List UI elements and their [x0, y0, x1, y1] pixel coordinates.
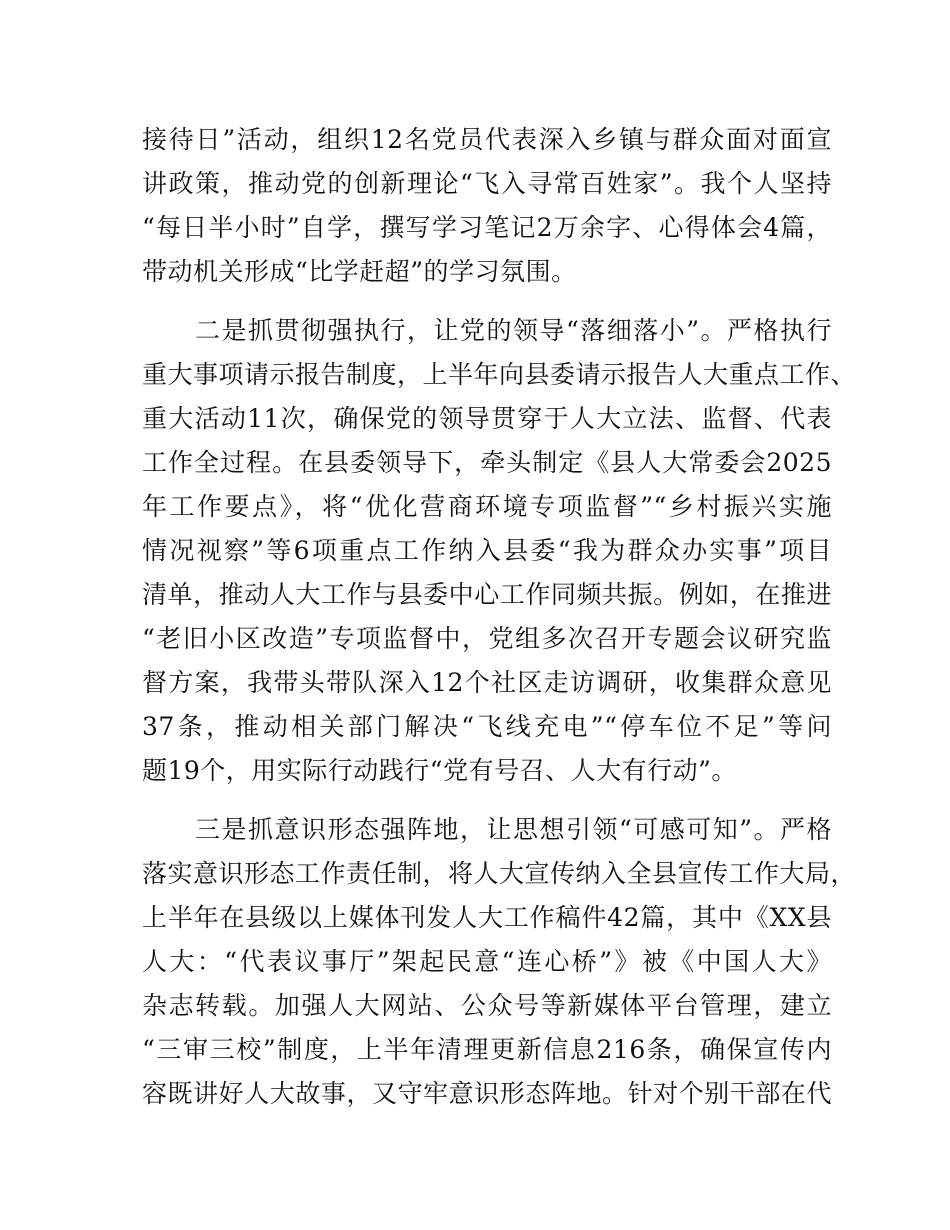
paragraph-3	[142, 808, 857, 1116]
text-line: 容既讲好人大故事，又守牢意识形态阵地。针对个别干部在代	[142, 1079, 832, 1108]
text-line: 讲政策，推动党的创新理论“飞入寻常百姓家”。我个人坚持	[142, 169, 832, 198]
text-line: 带动机关形成“比学赶超”的学习氛围。	[142, 257, 577, 286]
text-line: 情况视察”等6项重点工作纳入县委“我为群众办实事”项目	[142, 536, 832, 565]
text-line: 上半年在县级以上媒体刊发人大工作稿件42篇，其中《XX县	[142, 903, 832, 932]
text-line: 杂志转载。加强人大网站、公众号等新媒体平台管理，建立	[142, 991, 832, 1020]
text-line: 三是抓意识形态强阵地，让思想引领“可感可知”。严格	[142, 815, 832, 844]
paragraph-1	[142, 118, 832, 294]
text-line: 年工作要点》，将“优化营商环境专项监督”“乡村振兴实施	[142, 492, 832, 521]
text-line: 题19个，用实际行动践行“党有号召、人大有行动”。	[142, 756, 737, 785]
text-line: 37条，推动相关部门解决“飞线充电”“停车位不足”等问	[142, 712, 832, 741]
text-line: 督方案，我带头带队深入12个社区走访调研，收集群众意见	[142, 668, 832, 697]
text-line: “每日半小时”自学，撰写学习笔记2万余字、心得体会4篇，	[142, 213, 832, 242]
text-line: 重大活动11次，确保党的领导贯穿于人大立法、监督、代表	[142, 404, 832, 433]
text-line: 重大事项请示报告制度，上半年向县委请示报告人大重点工作、	[142, 360, 857, 389]
text-line: 接待日”活动，组织12名党员代表深入乡镇与群众面对面宣	[142, 125, 832, 154]
text-line: 清单，推动人大工作与县委中心工作同频共振。例如，在推进	[142, 580, 832, 609]
text-line: 工作全过程。在县委领导下，牵头制定《县人大常委会2025	[142, 448, 832, 477]
paragraph-spacer	[142, 294, 832, 309]
document-body	[142, 118, 857, 1116]
text-line: “老旧小区改造”专项监督中，党组多次召开专题会议研究监	[142, 624, 832, 653]
text-line: 二是抓贯彻强执行，让党的领导“落细落小”。严格执行	[142, 316, 832, 345]
text-line: 落实意识形态工作责任制，将人大宣传纳入全县宣传工作大局，	[142, 859, 857, 888]
paragraph-2	[142, 309, 857, 793]
text-line: “三审三校”制度，上半年清理更新信息216条，确保宣传内	[142, 1035, 832, 1064]
text-line: 人大：“代表议事厅”架起民意“连心桥”》被《中国人大》	[142, 947, 832, 976]
paragraph-spacer	[142, 793, 832, 808]
